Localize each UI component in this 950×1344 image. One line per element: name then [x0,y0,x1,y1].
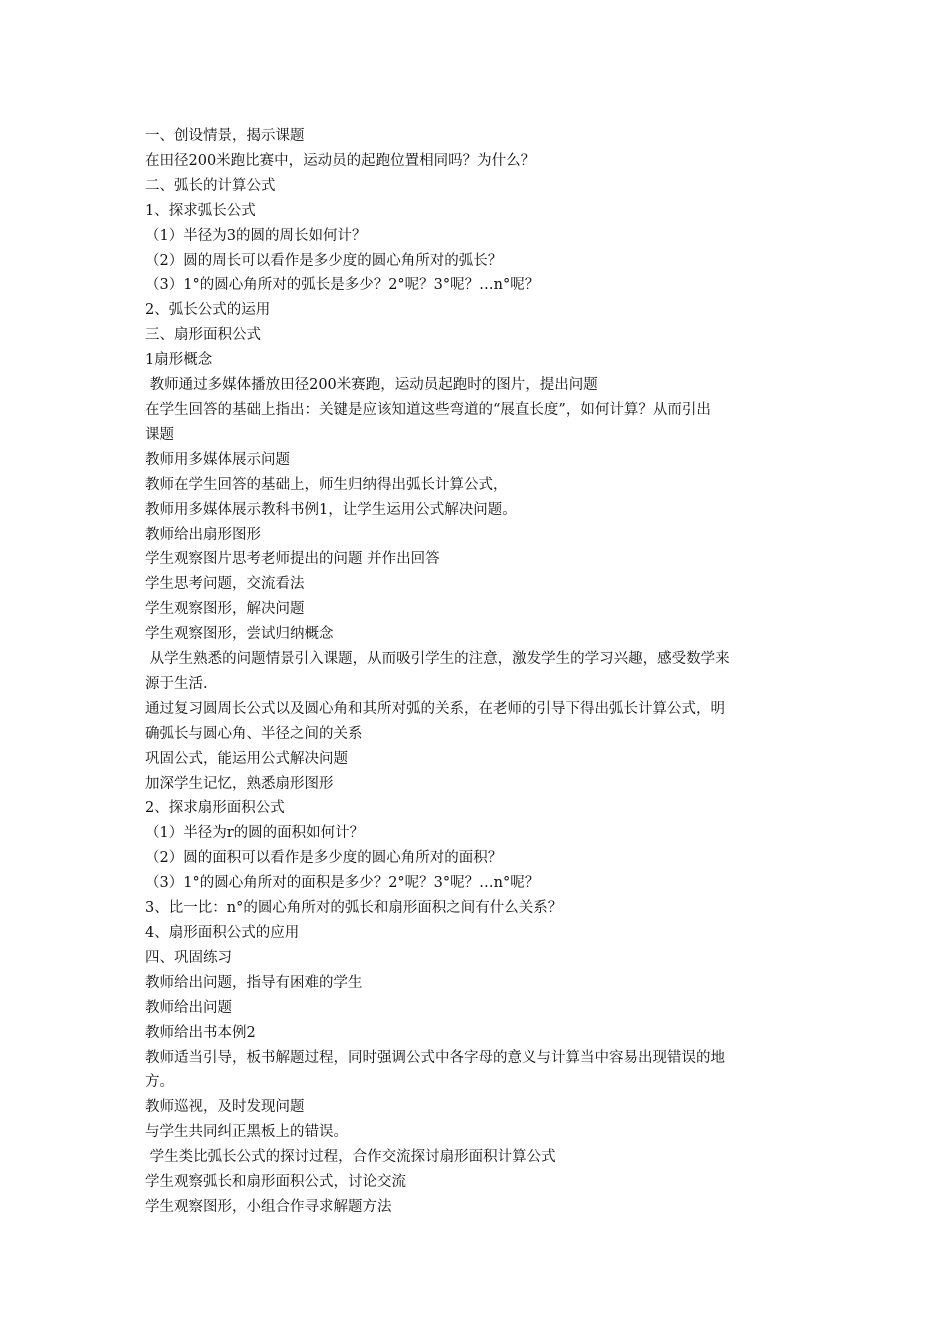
section-heading-2: 二、弧长的计算公式 [145,177,276,194]
text-line: 源于生活. [145,675,208,692]
text-line: 学生观察弧长和扇形面积公式，讨论交流 [145,1174,406,1191]
text-line: 学生观察图片思考老师提出的问题 并作出回答 [145,551,440,568]
text-line: 加深学生记忆，熟悉扇形图形 [145,775,334,792]
text-line: 学生观察图形，小组合作寻求解题方法 [145,1198,392,1215]
text-line: 与学生共同纠正黑板上的错误。 [145,1124,348,1141]
text-line: 在学生回答的基础上指出：关键是应该知道这些弯道的“展直长度”，如何计算？从而引出 [145,401,711,418]
text-line: 教师通过多媒体播放田径200米赛跑，运动员起跑时的图片，提出问题 [145,377,598,394]
subsection-heading: 2、弧长公式的运用 [145,302,271,319]
question-line: （1）半径为3的圆的周长如何计？ [145,227,367,244]
text-line: 教师给出书本例2 [145,1024,256,1041]
subsection-heading: 1、探求弧长公式 [145,202,256,219]
text-line: 教师给出问题 [145,999,232,1016]
question-line: （2）圆的面积可以看作是多少度的圆心角所对的面积？ [145,850,503,867]
question-line: （3）1°的圆心角所对的弧长是多少？2°呢？3°呢？…n°呢？ [145,277,540,294]
text-line: 巩固公式，能运用公式解决问题 [145,750,348,767]
text-line: 通过复习圆周长公式以及圆心角和其所对弧的关系，在老师的引导下得出弧长计算公式，明 [145,700,725,717]
section-heading-3: 三、扇形面积公式 [145,327,261,344]
text-line: 学生观察图形，解决问题 [145,601,305,618]
subsection-heading: 1扇形概念 [145,352,213,369]
section-heading-4: 四、巩固练习 [145,949,232,966]
text-line: 方。 [145,1074,174,1091]
question-line: （3）1°的圆心角所对的面积是多少？2°呢？3°呢？…n°呢？ [145,875,540,892]
text-line: 学生观察图形，尝试归纳概念 [145,626,334,643]
text-line: 确弧长与圆心角、半径之间的关系 [145,725,363,742]
text-line: 学生类比弧长公式的探讨过程，合作交流探讨扇形面积计算公式 [145,1149,556,1166]
text-line: 教师用多媒体展示教科书例1，让学生运用公式解决问题。 [145,501,517,518]
document-body [145,124,815,1220]
text-line: 教师给出问题，指导有困难的学生 [145,974,363,991]
text-line: 教师适当引导，板书解题过程，同时强调公式中各字母的意义与计算当中容易出现错误的地 [145,1049,725,1066]
subsection-heading: 3、比一比：n°的圆心角所对的弧长和扇形面积之间有什么关系？ [145,900,563,917]
question-line: （1）半径为r的圆的面积如何计？ [145,825,365,842]
subsection-heading: 2、探求扇形面积公式 [145,800,285,817]
section-heading-1: 一、创设情景，揭示课题 [145,128,305,144]
text-line: 学生思考问题，交流看法 [145,576,305,593]
text-line: 课题 [145,426,174,443]
text-line: 教师在学生回答的基础上，师生归纳得出弧长计算公式， [145,476,508,493]
question-line: （2）圆的周长可以看作是多少度的圆心角所对的弧长？ [145,252,503,269]
text-line: 教师给出扇形图形 [145,526,261,543]
text-line: 从学生熟悉的问题情景引入课题，从而吸引学生的注意，激发学生的学习兴趣，感受数学来 [145,651,730,668]
text-line: 在田径200米跑比赛中，运动员的起跑位置相同吗？为什么？ [145,152,536,169]
text-line: 教师巡视，及时发现问题 [145,1099,305,1116]
subsection-heading: 4、扇形面积公式的应用 [145,925,300,941]
text-line: 教师用多媒体展示问题 [145,451,290,468]
